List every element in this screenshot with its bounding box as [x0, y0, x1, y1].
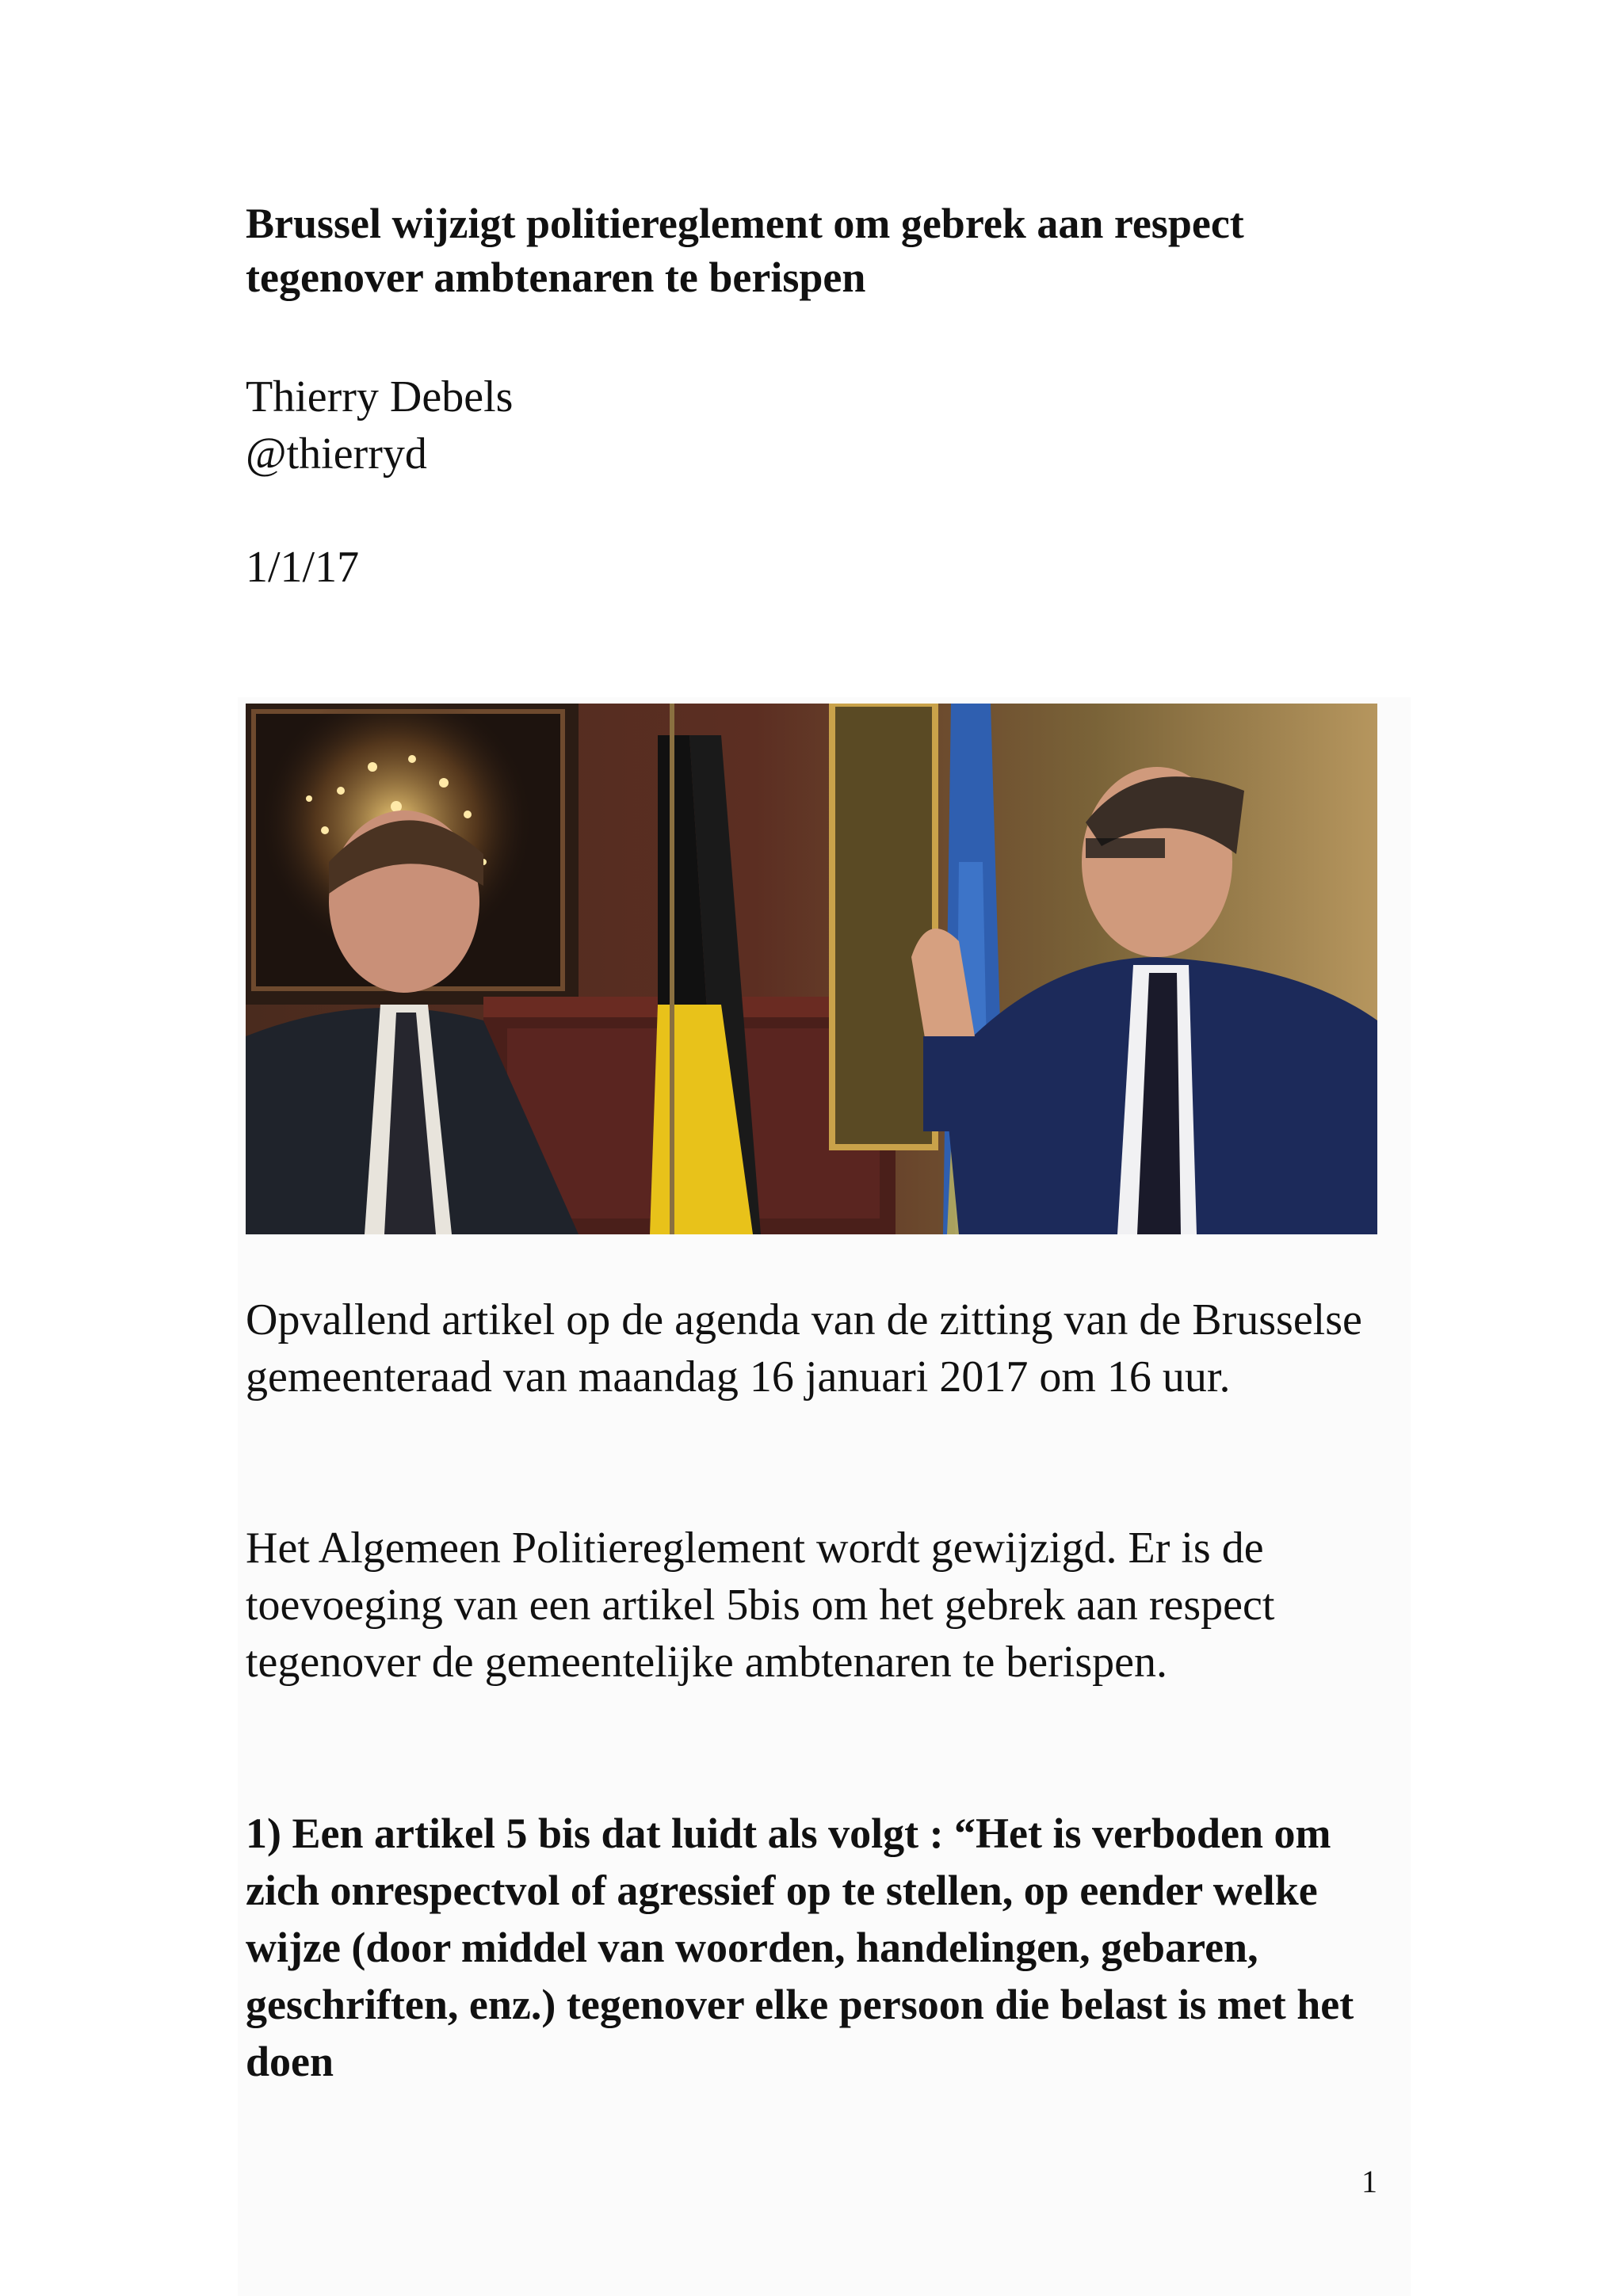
page-number: 1: [1361, 2164, 1377, 2199]
author-name: Thierry Debels: [246, 372, 514, 421]
paragraph-3-bold: 1) Een artikel 5 bis dat luidt als volgt : “Het is verboden om zich onrespectvol of agressief op te stellen, op eender welke wijze (door middel van woorden, handelingen, gebaren, geschriften, enz.) tegenover elke persoon die belast is met het doen: [246, 1810, 1354, 2085]
author-handle: @thierryd: [246, 429, 427, 479]
author-block: [246, 368, 513, 482]
paragraph-2: Het Algemeen Politiereglement wordt gewijzigd. Er is de toevoeging van een artikel 5bis om het gebrek aan respect tegenover de gemeentelijke ambtenaren te berispen.: [246, 1524, 1275, 1687]
article-date: 1/1/17: [246, 543, 360, 592]
article-title: Brussel wijzigt politiereglement om gebrek aan respect tegenover ambtenaren te berispen: [246, 200, 1244, 301]
photo-two-men-with-flags-icon: [246, 704, 1377, 1234]
paragraph-1: Opvallend artikel op de agenda van de zitting van de Brusselse gemeenteraad van maandag 16 januari 2017 om 16 uur.: [246, 1295, 1362, 1402]
article-photo: [246, 704, 1377, 1234]
